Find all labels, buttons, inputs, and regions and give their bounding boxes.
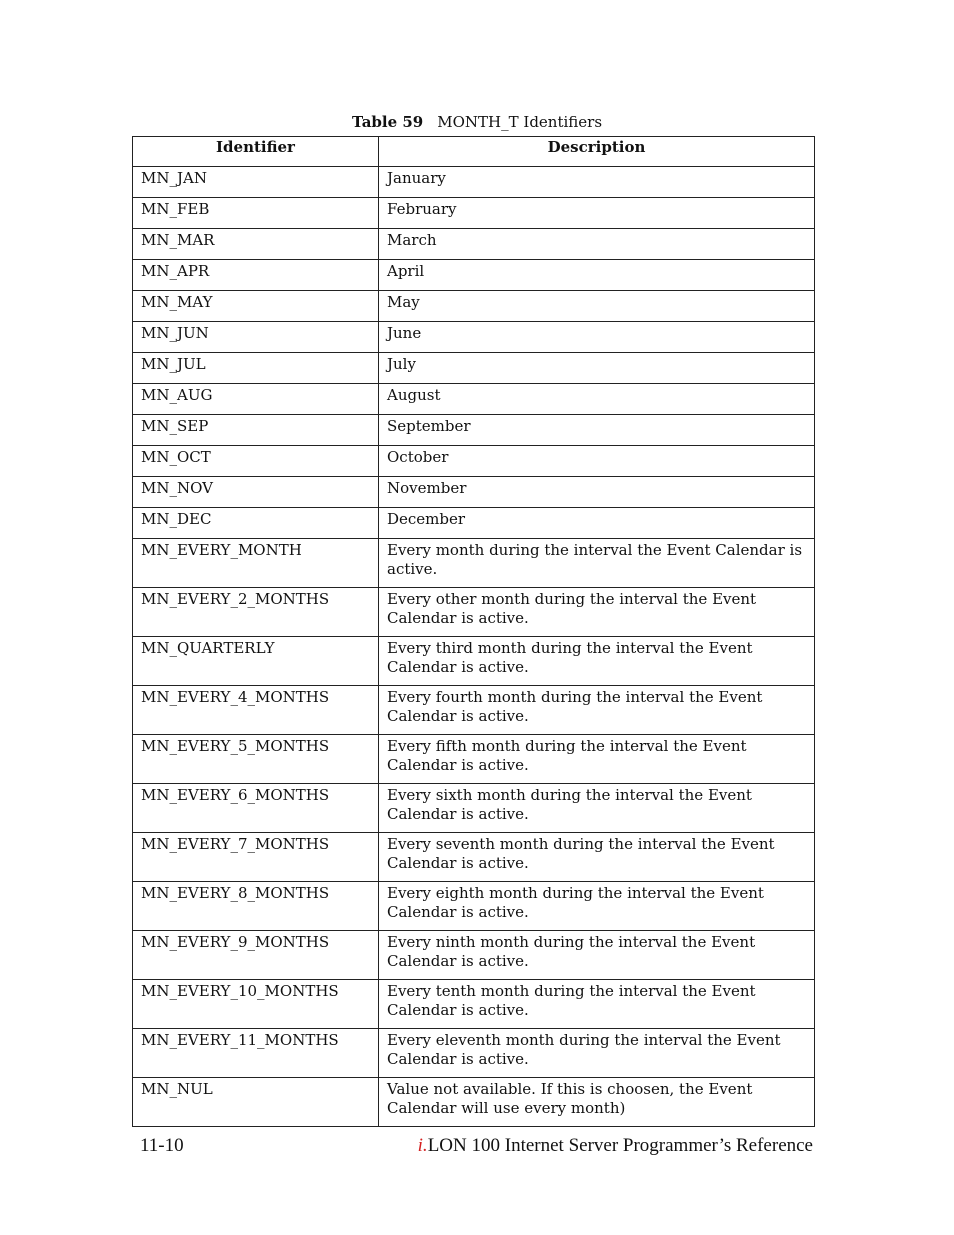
table-caption-title: MONTH_T Identifiers	[437, 113, 603, 131]
table-body	[133, 167, 815, 1127]
description-cell: June	[379, 322, 815, 353]
table-row	[133, 198, 815, 229]
identifier-cell: MN_EVERY_5_MONTHS	[133, 735, 379, 784]
description-cell: Every fifth month during the interval the Event Calendar is active.	[379, 735, 815, 784]
table-row	[133, 980, 815, 1029]
table-row	[133, 784, 815, 833]
table-row	[133, 637, 815, 686]
identifier-cell: MN_EVERY_6_MONTHS	[133, 784, 379, 833]
table-row	[133, 353, 815, 384]
identifier-cell: MN_MAY	[133, 291, 379, 322]
table-row	[133, 1078, 815, 1127]
identifier-cell: MN_SEP	[133, 415, 379, 446]
identifier-cell: MN_EVERY_8_MONTHS	[133, 882, 379, 931]
identifier-cell: MN_EVERY_11_MONTHS	[133, 1029, 379, 1078]
description-cell: Every seventh month during the interval the Event Calendar is active.	[379, 833, 815, 882]
identifier-cell: MN_EVERY_MONTH	[133, 539, 379, 588]
description-cell: Every third month during the interval the Event Calendar is active.	[379, 637, 815, 686]
table-caption	[0, 112, 954, 132]
description-cell: April	[379, 260, 815, 291]
description-cell: Every tenth month during the interval the Event Calendar is active.	[379, 980, 815, 1029]
table-row	[133, 322, 815, 353]
description-cell: Every fourth month during the interval the Event Calendar is active.	[379, 686, 815, 735]
table-row	[133, 1029, 815, 1078]
identifier-cell: MN_NUL	[133, 1078, 379, 1127]
brand-prefix: i.	[417, 1135, 428, 1156]
identifier-cell: MN_MAR	[133, 229, 379, 260]
description-cell: Every eighth month during the interval the Event Calendar is active.	[379, 882, 815, 931]
page-number: 11-10	[140, 1135, 184, 1156]
month-identifiers-table	[132, 136, 815, 1127]
description-cell: March	[379, 229, 815, 260]
table-row	[133, 588, 815, 637]
description-cell: September	[379, 415, 815, 446]
description-cell: Every sixth month during the interval the Event Calendar is active.	[379, 784, 815, 833]
table-row	[133, 735, 815, 784]
table-row	[133, 833, 815, 882]
identifier-cell: MN_JAN	[133, 167, 379, 198]
table-row	[133, 229, 815, 260]
identifier-cell: MN_JUN	[133, 322, 379, 353]
table-row	[133, 167, 815, 198]
document-title	[418, 1134, 813, 1158]
description-cell: January	[379, 167, 815, 198]
description-cell: November	[379, 477, 815, 508]
identifier-cell: MN_DEC	[133, 508, 379, 539]
description-cell: May	[379, 291, 815, 322]
identifier-cell: MN_QUARTERLY	[133, 637, 379, 686]
table-row	[133, 931, 815, 980]
table-row	[133, 384, 815, 415]
table-row	[133, 477, 815, 508]
description-cell: Every eleventh month during the interval the Event Calendar is active.	[379, 1029, 815, 1078]
table-caption-label: Table 59	[351, 113, 424, 131]
table-row	[133, 882, 815, 931]
identifier-cell: MN_FEB	[133, 198, 379, 229]
description-cell: December	[379, 508, 815, 539]
description-cell: July	[379, 353, 815, 384]
document-title-text: LON 100 Internet Server Programmer’s Reference	[427, 1135, 813, 1156]
identifier-cell: MN_OCT	[133, 446, 379, 477]
table-row	[133, 508, 815, 539]
table-row	[133, 686, 815, 735]
description-cell: Value not available. If this is choosen, the Event Calendar will use every month)	[379, 1078, 815, 1127]
description-cell: October	[379, 446, 815, 477]
identifier-cell: MN_EVERY_10_MONTHS	[133, 980, 379, 1029]
identifier-cell: MN_EVERY_2_MONTHS	[133, 588, 379, 637]
identifier-cell: MN_AUG	[133, 384, 379, 415]
identifier-cell: MN_JUL	[133, 353, 379, 384]
identifier-cell: MN_EVERY_4_MONTHS	[133, 686, 379, 735]
table-row	[133, 539, 815, 588]
identifier-cell: MN_NOV	[133, 477, 379, 508]
identifier-cell: MN_EVERY_9_MONTHS	[133, 931, 379, 980]
column-header-description: Description	[379, 137, 815, 167]
description-cell: Every month during the interval the Event Calendar is active.	[379, 539, 815, 588]
description-cell: August	[379, 384, 815, 415]
table-row	[133, 446, 815, 477]
column-header-identifier: Identifier	[133, 137, 379, 167]
description-cell: Every other month during the interval the Event Calendar is active.	[379, 588, 815, 637]
table-row	[133, 415, 815, 446]
identifier-cell: MN_APR	[133, 260, 379, 291]
description-cell: February	[379, 198, 815, 229]
description-cell: Every ninth month during the interval the Event Calendar is active.	[379, 931, 815, 980]
table-header-row	[133, 137, 815, 167]
table-row	[133, 291, 815, 322]
identifier-cell: MN_EVERY_7_MONTHS	[133, 833, 379, 882]
table-row	[133, 260, 815, 291]
